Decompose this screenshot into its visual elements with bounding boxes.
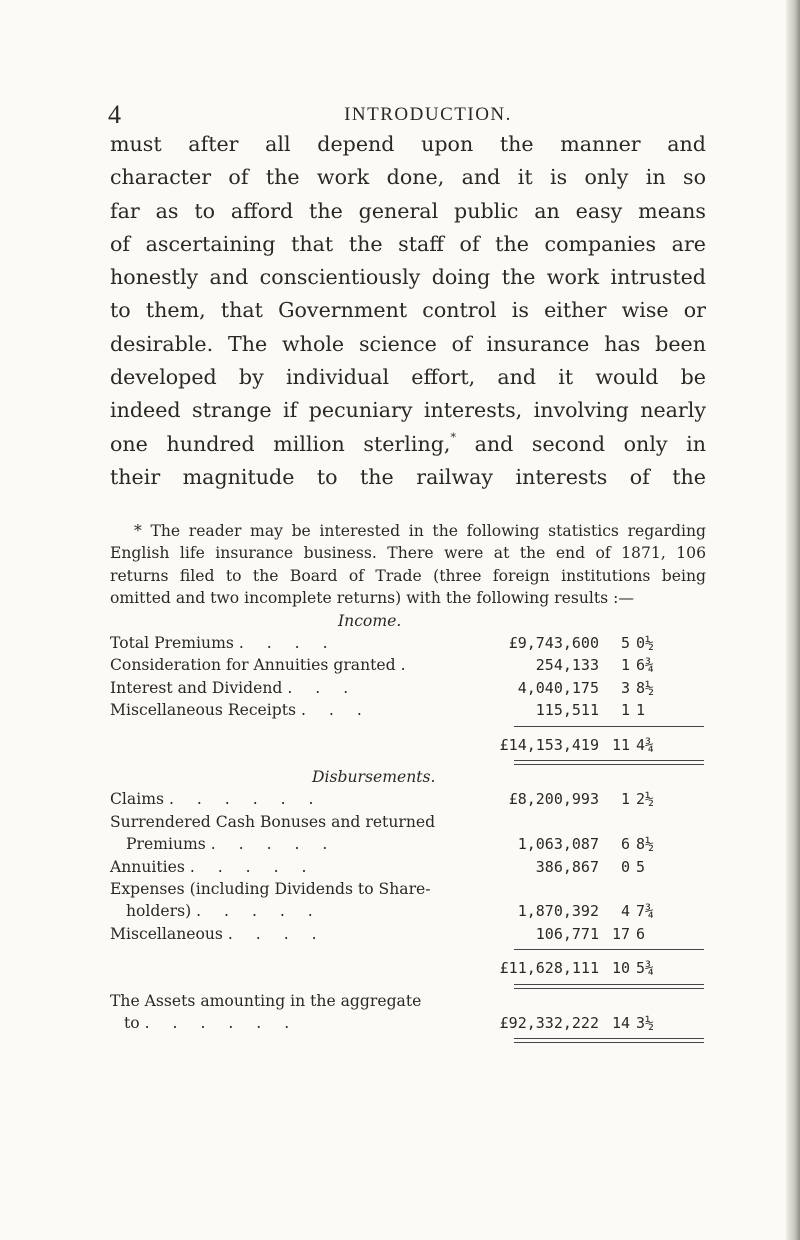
row-label: Surrendered Cash Bonuses and returned <box>110 812 436 831</box>
body-line: character of the work done, and it is only in so <box>110 165 706 190</box>
row-shillings: 17 <box>611 924 630 943</box>
assets-double-rule <box>514 1038 704 1043</box>
row-pounds: 254,133 <box>535 656 599 675</box>
assets-total-pounds: £92,332,222 <box>499 1013 599 1032</box>
row-pounds: 386,867 <box>535 857 599 876</box>
row-shillings: 1 <box>620 656 630 675</box>
footnote-ref: * <box>450 430 456 444</box>
row-dots: . . . . <box>227 924 326 943</box>
body-line <box>110 428 706 461</box>
row-pence: 6 <box>636 924 646 943</box>
row-label: Annuities <box>110 857 185 876</box>
income-double-rule <box>514 760 704 765</box>
row-label: Interest and Dividend <box>110 678 283 697</box>
row-pounds: 1,870,392 <box>517 902 599 921</box>
row-pence: 8½ <box>636 835 655 854</box>
income-total-pounds: £14,153,419 <box>499 735 599 754</box>
row-dots: . . . . . <box>210 835 337 854</box>
assets-label: The Assets amounting in the aggregate <box>110 991 422 1010</box>
body-line: of ascertaining that the staff of the companies are <box>110 231 706 256</box>
row-pounds: 1,063,087 <box>517 835 599 854</box>
row-dots: . . . . . . <box>168 790 323 809</box>
row-shillings: 1 <box>620 701 630 720</box>
disbursement-row <box>110 900 706 922</box>
income-rule <box>514 726 704 727</box>
row-pence: 5 <box>636 857 646 876</box>
row-pounds: £8,200,993 <box>508 790 599 809</box>
row-dots: . . . . <box>238 634 337 653</box>
income-total-row <box>110 734 706 756</box>
row-label: Consideration for Annuities granted <box>110 656 396 675</box>
disbursement-row <box>110 788 706 810</box>
disbursement-row <box>110 811 706 833</box>
assets-double-rule-wrap <box>110 1034 706 1044</box>
income-title: Income. <box>338 611 402 630</box>
row-dots: . . . <box>301 701 371 720</box>
income-row <box>110 677 706 699</box>
assets-row <box>110 990 706 1012</box>
row-shillings: 3 <box>620 678 630 697</box>
row-label: Premiums <box>126 835 206 854</box>
body-line: honestly and conscientiously doing the work intrusted <box>110 265 706 290</box>
row-label: Expenses (including Dividends to Share- <box>110 879 431 898</box>
income-row <box>110 654 706 676</box>
row-pounds: £9,743,600 <box>508 634 599 653</box>
row-label: holders) <box>126 902 192 921</box>
row-dots: . <box>400 656 415 675</box>
row-label: Claims <box>110 790 164 809</box>
page-number: 4 <box>108 100 121 129</box>
disbursement-double-rule <box>514 984 704 989</box>
body-line: their magnitude to the railway interests of the <box>110 464 706 489</box>
page-edge <box>786 0 800 1240</box>
body-line: developed by individual effort, and it would be <box>110 365 706 390</box>
row-dots: . . . <box>287 678 358 697</box>
assets-total-pence: 3½ <box>636 1013 655 1032</box>
disbursement-rule-wrap <box>110 945 706 957</box>
body-line: must after all depend upon the manner and <box>110 132 706 156</box>
assets-total-row <box>110 1012 706 1034</box>
row-pounds: 4,040,175 <box>517 678 599 697</box>
body-line: desirable. The whole science of insurance has been <box>110 331 706 356</box>
income-rule-wrap <box>110 722 706 734</box>
income-total-pence: 4¾ <box>636 735 655 754</box>
row-shillings: 4 <box>620 902 630 921</box>
assets-label-to: to <box>124 1013 140 1032</box>
body-line-end: and second only in <box>474 431 707 456</box>
row-dots: . . . . . . <box>144 1013 299 1032</box>
row-shillings: 5 <box>620 634 630 653</box>
disbursements-title: Disbursements. <box>312 767 436 786</box>
disbursement-double-rule-wrap <box>110 980 706 990</box>
row-pounds: 106,771 <box>535 924 599 943</box>
row-pounds: 115,511 <box>535 701 599 720</box>
disbursement-row <box>110 923 706 945</box>
disbursement-rule <box>514 949 704 950</box>
assets-total-shillings: 14 <box>611 1013 630 1032</box>
row-shillings: 0 <box>620 857 630 876</box>
row-pence: 1 <box>636 701 646 720</box>
income-double-rule-wrap <box>110 756 706 766</box>
income-row <box>110 632 706 654</box>
footnote <box>110 520 706 1044</box>
row-label: Total Premiums <box>110 634 234 653</box>
row-pence: 0½ <box>636 634 655 653</box>
row-shillings: 6 <box>620 835 630 854</box>
disbursement-row <box>110 878 706 900</box>
income-row <box>110 699 706 721</box>
row-dots: . . . . . <box>196 902 322 921</box>
row-shillings: 1 <box>620 790 630 809</box>
disbursement-total-row <box>110 957 706 979</box>
body-text <box>110 128 706 494</box>
income-total-shillings: 11 <box>611 735 630 754</box>
disbursement-row <box>110 833 706 855</box>
running-title: INTRODUCTION. <box>344 104 512 125</box>
disbursement-total-pence: 5¾ <box>636 959 655 978</box>
disbursement-row <box>110 856 706 878</box>
row-label: Miscellaneous Receipts <box>110 701 297 720</box>
disbursement-total-shillings: 10 <box>611 959 630 978</box>
row-label: Miscellaneous <box>110 924 223 943</box>
page-header <box>108 100 708 130</box>
row-pence: 7¾ <box>636 902 655 921</box>
row-dots: . . . . . <box>189 857 316 876</box>
body-line: far as to afford the general public an easy means <box>110 198 706 223</box>
body-line-start: one hundred million sterling, <box>110 431 451 456</box>
body-line: indeed strange if pecuniary interests, involving nearly <box>110 398 706 423</box>
row-pence: 6¾ <box>636 656 655 675</box>
body-line: to them, that Government control is either wise or <box>110 298 706 323</box>
disbursement-total-pounds: £11,628,111 <box>499 959 599 978</box>
footnote-intro: * The reader may be interested in the following statistics regarding English life insurance business. There were at the end of 1871, 106 returns filed to the Board of Trade (three foreign institutions being omitted and two incomplete returns) with the following results :— <box>110 522 706 608</box>
row-pence: 2½ <box>636 790 655 809</box>
row-pence: 8½ <box>636 678 655 697</box>
